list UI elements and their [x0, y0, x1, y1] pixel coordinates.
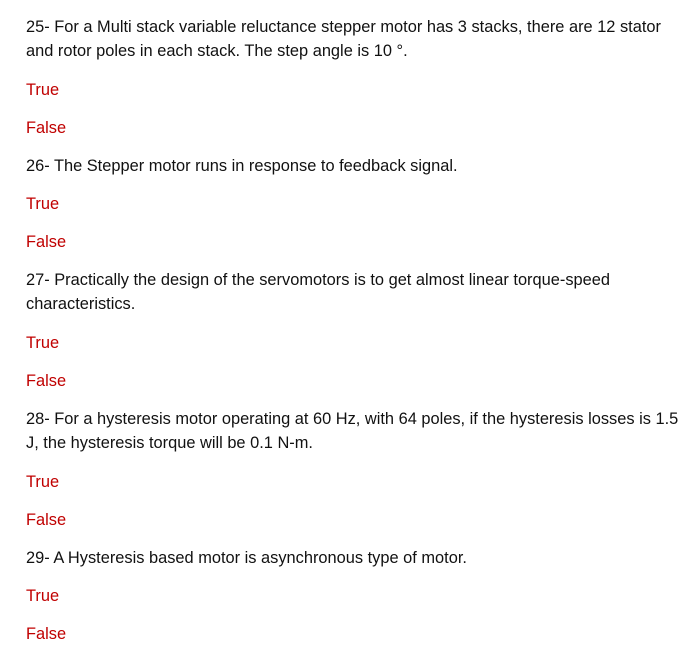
question-27-text: 27- Practically the design of the servomotors is to get almost linear torque-speed characteristics.	[26, 271, 610, 313]
question-27-option-false[interactable]: False	[26, 372, 67, 390]
question-28-option-false[interactable]: False	[26, 511, 67, 529]
question-28-text: 28- For a hysteresis motor operating at 60 Hz, with 64 poles, if the hysteresis losses is 1.5 J, the hysteresis torque will be 0.1 N-m.	[26, 410, 679, 452]
question-27-option-true[interactable]: True	[26, 334, 60, 352]
question-25-option-false[interactable]: False	[26, 119, 67, 137]
question-25-text: 25- For a Multi stack variable reluctance stepper motor has 3 stacks, there are 12 stator and rotor poles in each stack. The step angle is 10 °.	[26, 18, 661, 60]
question-26-text: 26- The Stepper motor runs in response to feedback signal.	[26, 157, 458, 175]
question-28-option-true[interactable]: True	[26, 473, 60, 491]
question-29-option-true[interactable]: True	[26, 587, 60, 605]
question-26-option-true[interactable]: True	[26, 195, 60, 213]
question-26-option-false[interactable]: False	[26, 233, 67, 251]
question-29-option-false[interactable]: False	[26, 625, 67, 643]
question-29-text: 29- A Hysteresis based motor is asynchronous type of motor.	[26, 549, 467, 567]
question-25-option-true[interactable]: True	[26, 81, 60, 99]
